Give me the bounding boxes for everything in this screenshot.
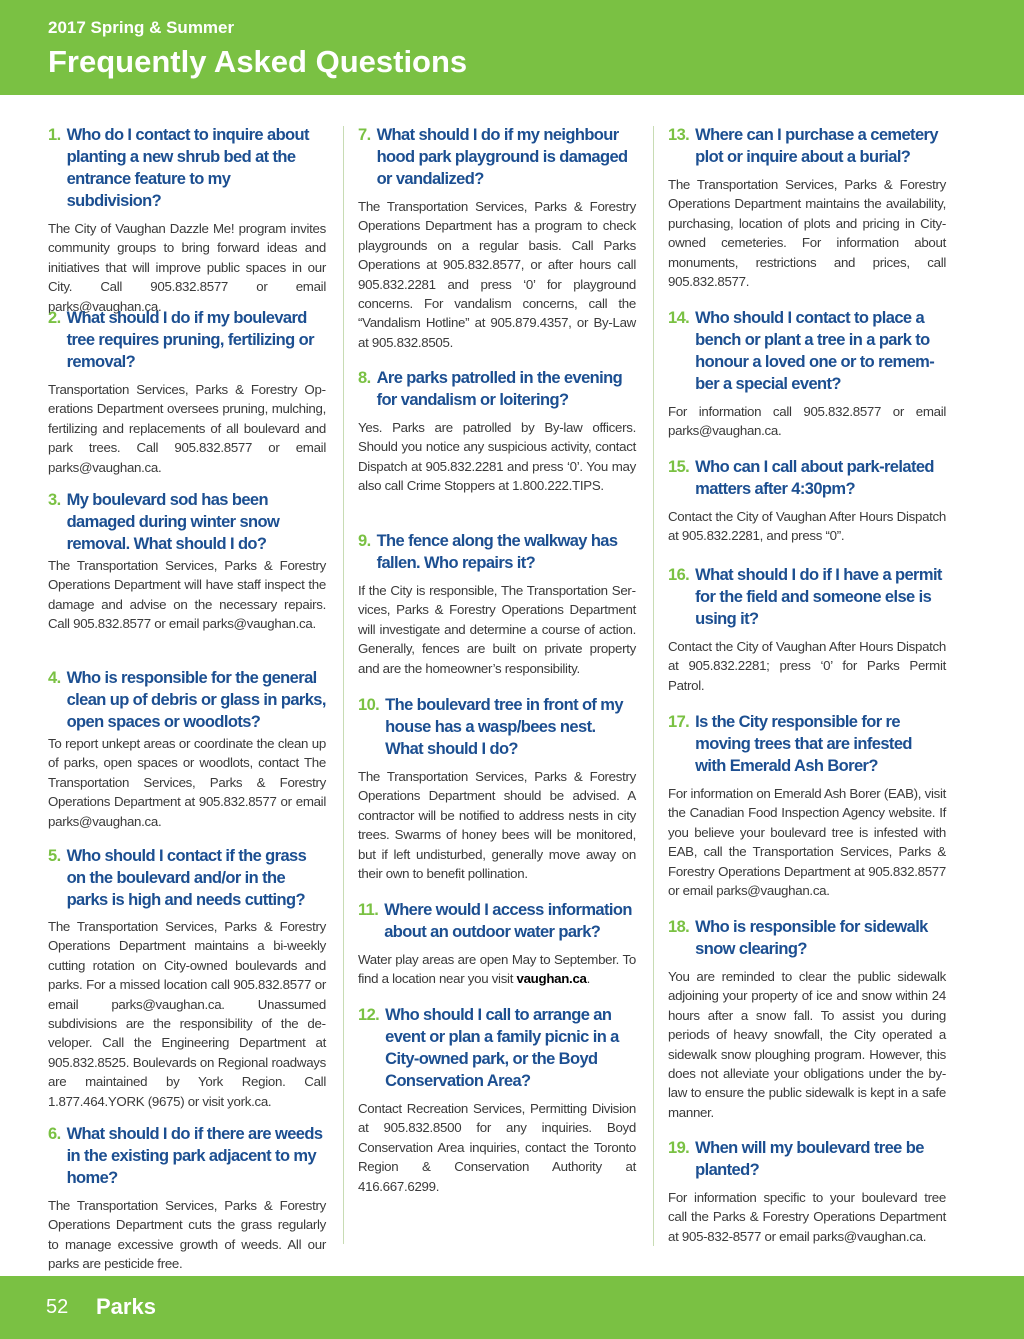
website-link[interactable]: vaughan.ca — [516, 971, 587, 987]
faq-question — [48, 1123, 326, 1189]
faq-question-text: Are parks patrolled in the evening for vandalism or loitering? — [376, 369, 623, 409]
season-label: 2017 Spring & Summer — [48, 18, 235, 37]
faq-question-text: Where would I access information about an outdoor water park? — [384, 901, 632, 941]
faq-item-7 — [358, 124, 636, 352]
faq-answer: For information specific to your boulevard tree call the Parks & Forestry Operations Department at 905-832-8577 or email parks@vaughan.ca. — [668, 1190, 946, 1244]
faq-answer: Contact the City of Vaughan After Hours Dispatch at 905.832.2281; press ‘0’ for Parks Permit Patrol. — [668, 639, 946, 693]
faq-answer: If the City is responsible, The Transportation Services, Parks & Forestry Operations Department will investigate and determine a course of action. Generally, fences are built on private property and are the homeowner’s responsibility. — [358, 583, 636, 676]
faq-question-text: Who can I call about park-related matters after 4:30pm? — [695, 458, 934, 498]
faq-question — [358, 530, 636, 574]
faq-answer: Contact Recreation Services, Permitting Division at 905.832.8500 for any inquiries. Boyd Conservation Area inquiries, contact the Toronto Region & Conservation Authority at 416.667.6299. — [358, 1101, 636, 1194]
faq-item-13 — [668, 124, 946, 291]
faq-question — [358, 124, 636, 190]
faq-question-text: Is the City responsible for re moving trees that are infested with Emerald Ash Borer? — [695, 713, 912, 775]
faq-question-text: Who is responsible for sidewalk snow clearing? — [695, 918, 928, 958]
faq-number: 19. — [668, 1139, 690, 1157]
faq-number: 18. — [668, 918, 690, 936]
faq-answer: The Transportation Services, Parks & Forestry Operations Department should be advised. A contractor will be notified to address nests in city trees. Swarms of honey bees will be monitored, but if left undisturbed, generally move away on their own to benefit pollination. — [358, 769, 636, 882]
faq-number: 4. — [48, 669, 61, 687]
faq-answer: For information call 905.832.8577 or email parks@vaughan.ca. — [668, 404, 946, 439]
faq-question-text: What should I do if my boulevard tree requires pruning, fertilizing or removal? — [66, 309, 314, 371]
faq-item-10 — [358, 694, 636, 883]
faq-number: 7. — [358, 126, 371, 144]
faq-question — [358, 367, 636, 411]
faq-question — [48, 667, 326, 733]
faq-number: 16. — [668, 566, 690, 584]
faq-question — [668, 456, 946, 500]
faq-column-3 — [668, 124, 946, 1275]
faq-number: 10. — [358, 696, 380, 714]
column-divider — [653, 126, 654, 1246]
faq-item-2 — [48, 307, 326, 477]
faq-item-12 — [358, 1004, 636, 1196]
faq-number: 15. — [668, 458, 690, 476]
faq-number: 17. — [668, 713, 690, 731]
faq-answer: The Transportation Services, Parks & Forestry Operations Department maintains a bi-weekly cutting rotation on City-owned boulevards and parks. For a missed location call 905.832.8577 or email parks@vaughan.ca. Unassumed subdivisions are the responsibility of the developer. Call the Engineering Department at 905.832.8525. Boulevards on Regional roadways are maintained by York Region. Call 1.877.464.YORK (9675) or visit york.ca. — [48, 919, 326, 1109]
faq-question-text: Who do I contact to inquire about planting a new shrub bed at the entrance feature to my subdivision? — [66, 126, 309, 210]
faq-number: 12. — [358, 1006, 380, 1024]
faq-item-17 — [668, 711, 946, 900]
faq-number: 9. — [358, 532, 371, 550]
faq-column-2 — [358, 124, 636, 1275]
faq-answer-text: Water play areas are open May to September. To find a location near you visit — [358, 952, 636, 987]
faq-question — [668, 916, 946, 960]
faq-answer — [358, 950, 636, 989]
faq-item-3 — [48, 489, 326, 634]
faq-question-text: The fence along the walkway has fallen. Who repairs it? — [376, 532, 618, 572]
faq-answer: The City of Vaughan Dazzle Me! program invites community groups to bring forward ideas and initiatives that will improve public spaces in our City. Call 905.832.8577 or email parks@vaughan.ca. — [48, 221, 326, 314]
faq-answer: You are reminded to clear the public sidewalk adjoining your property of ice and snow within 24 hours after a snow fall. To assist you during periods of heavy snowfall, the City operated a sidewalk snow ploughing program. However, this does not alleviate your obligations under the by-law to ensure the public sidewalk is kept in a safe manner. — [668, 969, 946, 1120]
faq-item-1 — [48, 124, 326, 316]
faq-answer: Contact the City of Vaughan After Hours Dispatch at 905.832.2281, and press “0”. — [668, 509, 946, 544]
faq-item-19 — [668, 1137, 946, 1246]
faq-question-text: Who should I call to arrange an event or plan a family picnic in a City-owned park, or the Boyd Conservation Area? — [385, 1006, 619, 1090]
faq-item-4 — [48, 667, 326, 831]
faq-item-16 — [668, 564, 946, 695]
faq-number: 3. — [48, 491, 61, 509]
page-header — [0, 0, 1024, 95]
faq-question — [668, 564, 946, 630]
faq-item-15 — [668, 456, 946, 546]
faq-number: 5. — [48, 847, 61, 865]
faq-number: 8. — [358, 369, 371, 387]
faq-item-11 — [358, 899, 636, 989]
faq-answer: Yes. Parks are patrolled by By-law officers. Should you notice any suspicious activity, contact Dispatch at 905.832.2281 and press ‘0’. You may also call Crime Stoppers at 1.800.222.TIPS. — [358, 420, 636, 494]
faq-number: 13. — [668, 126, 690, 144]
faq-question-text: Who should I contact if the grass on the boulevard and/or in the parks is high and needs cutting? — [66, 847, 307, 909]
faq-question-text: What should I do if I have a permit for the field and someone else is using it? — [695, 566, 942, 628]
faq-question-text: Who is responsible for the general clean up of debris or glass in parks, open spaces or woodlots? — [66, 669, 326, 731]
faq-answer: The Transportation Services, Parks & Forestry Operations Department will have staff inspect the damage and advise on the necessary repairs. Call 905.832.8577 or email parks@vaughan.ca. — [48, 558, 326, 632]
faq-question-text: The boulevard tree in front of my house has a wasp/bees nest. What should I do? — [385, 696, 623, 758]
faq-question-text: When will my boulevard tree be planted? — [695, 1139, 924, 1179]
faq-answer: For information on Emerald Ash Borer (EAB), visit the Canadian Food Inspection Agency website. If you believe your boulevard tree is infested with EAB, call the Transportation Services, Parks & Forestry Operations Department at 905.832.8577 or email parks@vaughan.ca. — [668, 786, 946, 899]
faq-question — [48, 845, 326, 911]
faq-answer: Transportation Services, Parks & Forestry Operations Department oversees pruning, mulching, fertilizing and replacements of all boulevard and park trees. Call 905.832.8577 or email parks@vaughan.ca. — [48, 382, 326, 475]
faq-question — [358, 694, 636, 760]
faq-question — [48, 307, 326, 373]
faq-question-text: Who should I contact to place a bench or plant a tree in a park to honour a loved one or to remember a special event? — [695, 309, 935, 393]
faq-question — [358, 899, 636, 943]
faq-answer: The Transportation Services, Parks & Forestry Operations Department has a program to check playgrounds on a regular basis. Call Parks Operations at 905.832.8577, or after hours call 905.832.2281 and press ‘0’ for playground concerns. For vandalism concerns, call the “Vandalism Hotline” at 905.879.4357, or By-Law at 905.832.8505. — [358, 199, 636, 350]
faq-number: 1. — [48, 126, 61, 144]
section-title: Parks — [96, 1294, 156, 1319]
faq-item-9 — [358, 530, 636, 678]
faq-question — [48, 124, 326, 212]
faq-number: 6. — [48, 1125, 61, 1143]
faq-question-text: Where can I purchase a cemetery plot or inquire about a burial? — [695, 126, 938, 166]
faq-question — [668, 124, 946, 168]
faq-answer: The Transportation Services, Parks & Forestry Operations Department cuts the grass regularly to manage excessive growth of weeds. All our parks are pesticide free. — [48, 1198, 326, 1272]
faq-question — [668, 1137, 946, 1181]
faq-answer: The Transportation Services, Parks & Forestry Operations Department maintains the availability, purchasing, location of plots and pricing in City-owned cemeteries. For information about monuments, restrictions and prices, call 905.832.8577. — [668, 177, 946, 290]
faq-answer: To report unkept areas or coordinate the clean up of parks, open spaces or woodlots, contact The Transportation Services, Parks & Forestry Operations Department at 905.832.8577 or email parks@vaughan.ca. — [48, 736, 326, 829]
faq-item-8 — [358, 367, 636, 496]
page-number: 52 — [46, 1296, 69, 1318]
faq-question — [358, 1004, 636, 1092]
faq-item-5 — [48, 845, 326, 1111]
faq-question — [668, 307, 946, 395]
faq-question-text: What should I do if there are weeds in the existing park adjacent to my home? — [66, 1125, 323, 1187]
page-title: Frequently Asked Questions — [48, 44, 468, 79]
faq-question — [668, 711, 946, 777]
faq-question — [48, 489, 326, 555]
faq-item-6 — [48, 1123, 326, 1274]
faq-item-14 — [668, 307, 946, 441]
faq-number: 11. — [358, 901, 379, 919]
page-footer — [0, 1276, 1024, 1339]
column-divider — [343, 126, 344, 1244]
faq-column-1 — [48, 124, 326, 1275]
faq-number: 2. — [48, 309, 61, 327]
faq-question-text: My boulevard sod has been damaged during winter snow removal. What should I do? — [66, 491, 280, 553]
faq-answer-end: . — [586, 971, 591, 987]
faq-item-18 — [668, 916, 946, 1122]
faq-question-text: What should I do if my neighbour hood park playground is damaged or vandalized? — [376, 126, 628, 188]
faq-number: 14. — [668, 309, 690, 327]
